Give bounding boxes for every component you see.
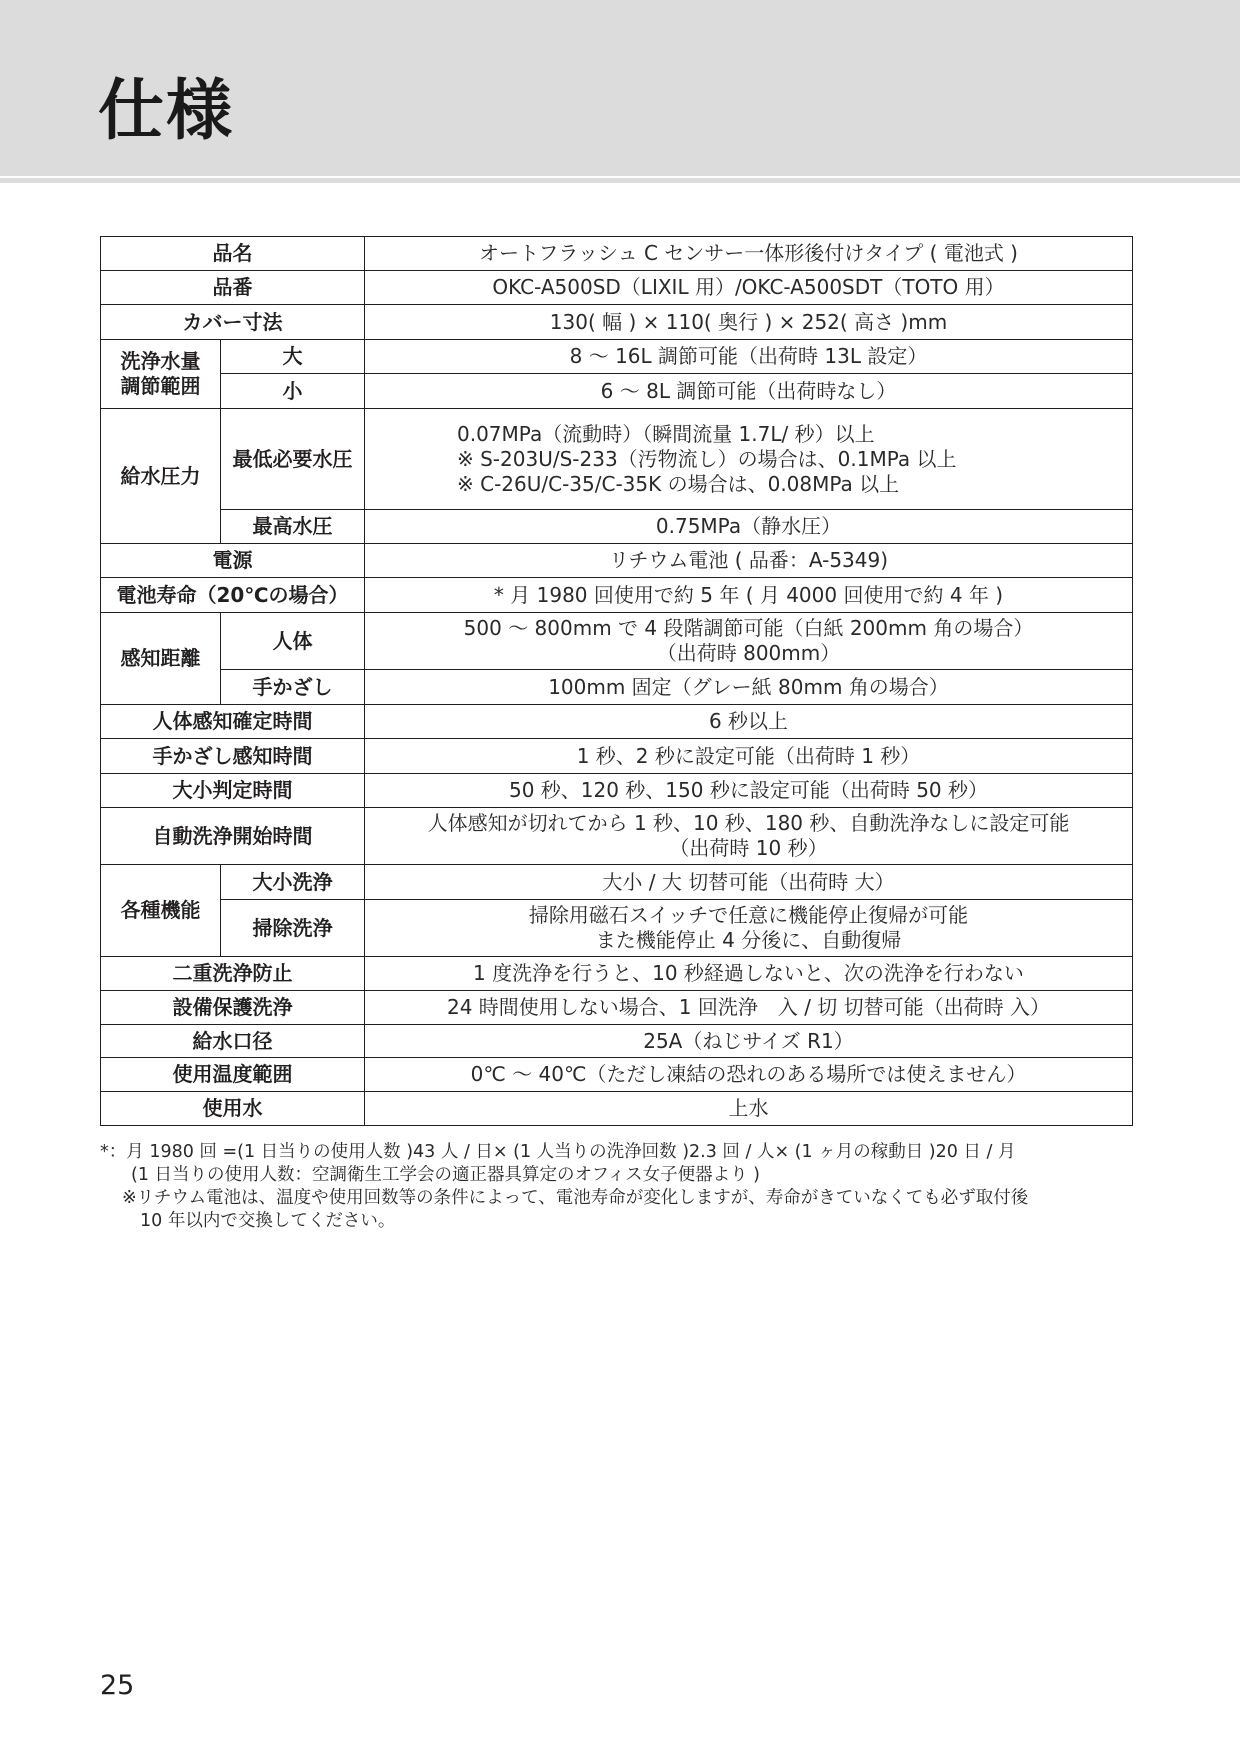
spec-label: 大小判定時間: [101, 774, 365, 808]
table-row: [101, 991, 1133, 1025]
spec-sublabel: 大: [221, 340, 365, 374]
spec-value-line: （出荷時 800mm）: [656, 641, 841, 665]
spec-group-label: 給水圧力: [101, 409, 221, 544]
spec-value-line: 500 ～ 800mm で 4 段階調節可能（白紙 200mm 角の場合）: [463, 616, 1034, 640]
spec-sublabel: 大小洗浄: [221, 865, 365, 900]
table-row: [101, 900, 1133, 957]
spec-value: 24 時間使用しない場合、1 回洗浄 入 / 切 切替可能（出荷時 入）: [365, 991, 1133, 1025]
spec-value: [365, 409, 1133, 510]
spec-value: [365, 613, 1133, 670]
spec-label: 品番: [101, 271, 365, 305]
footnote-line: *：月 1980 回 =(1 日当りの使用人数 )43 人 / 日× (1 人当りの洗浄回数 )2.3 回 / 人× (1 ヶ月の稼動日 )20 日 / 月: [100, 1142, 1016, 1162]
spec-value-line: また機能停止 4 分後に、自動復帰: [595, 928, 902, 952]
spec-sublabel: 人体: [221, 613, 365, 670]
table-row: [101, 1092, 1133, 1126]
table-row: [101, 237, 1133, 271]
spec-label: 使用温度範囲: [101, 1058, 365, 1092]
spec-group-label: 感知距離: [101, 613, 221, 705]
table-row: [101, 409, 1133, 510]
table-row: [101, 705, 1133, 739]
table-row: [101, 957, 1133, 991]
spec-group-label: [101, 340, 221, 409]
spec-value-line: ※ C-26U/C-35/C-35K の場合は、0.08MPa 以上: [457, 471, 900, 496]
table-row: [101, 865, 1133, 900]
table-row: [101, 510, 1133, 544]
spec-label: 二重洗浄防止: [101, 957, 365, 991]
table-row: [101, 305, 1133, 340]
footnote-line: 10 年以内で交換してください。: [140, 1211, 396, 1231]
spec-value: OKC-A500SD（LIXIL 用）/OKC-A500SDT（TOTO 用）: [365, 271, 1133, 305]
spec-value: 130( 幅 ) × 110( 奥行 ) × 252( 高さ )mm: [365, 305, 1133, 340]
spec-label: 使用水: [101, 1092, 365, 1126]
spec-sublabel: 最高水圧: [221, 510, 365, 544]
spec-value: 6 秒以上: [365, 705, 1133, 739]
spec-value: リチウム電池 ( 品番：A-5349): [365, 544, 1133, 578]
table-row: [101, 340, 1133, 374]
spec-label: 手かざし感知時間: [101, 739, 365, 774]
spec-label: 電源: [101, 544, 365, 578]
spec-label: 給水口径: [101, 1025, 365, 1058]
spec-sublabel: 小: [221, 374, 365, 409]
spec-table: [100, 236, 1133, 1126]
spec-value-line: （出荷時 10 秒）: [669, 836, 828, 860]
page-number: 25: [100, 1670, 135, 1701]
table-row: [101, 1058, 1133, 1092]
page-title: 仕様: [98, 72, 234, 149]
table-row: [101, 544, 1133, 578]
spec-sublabel: 最低必要水圧: [221, 409, 365, 510]
footnote-line: ※リチウム電池は、温度や使用回数等の条件によって、電池寿命が変化しますが、寿命がきていなくても必ず取付後: [122, 1188, 1029, 1208]
spec-value: 大小 / 大 切替可能（出荷時 大）: [365, 865, 1133, 900]
spec-value: 0℃ ～ 40℃（ただし凍結の恐れのある場所では使えません）: [365, 1058, 1133, 1092]
spec-value-line: ※ S-203U/S-233（汚物流し）の場合は、0.1MPa 以上: [457, 446, 957, 471]
spec-value: 1 度洗浄を行うと、10 秒経過しないと、次の洗浄を行わない: [365, 957, 1133, 991]
spec-sublabel: 掃除洗浄: [221, 900, 365, 957]
spec-value: 100mm 固定（グレー紙 80mm 角の場合）: [365, 670, 1133, 705]
spec-label: カバー寸法: [101, 305, 365, 340]
table-row: [101, 774, 1133, 808]
spec-value-line: 0.07MPa（流動時）（瞬間流量 1.7L/ 秒）以上: [457, 421, 875, 446]
table-row: [101, 613, 1133, 670]
spec-group-label-line: 洗浄水量: [120, 349, 201, 373]
spec-value-line: 人体感知が切れてから 1 秒、10 秒、180 秒、自動洗浄なしに設定可能: [427, 811, 1070, 835]
spec-value-line: 掃除用磁石スイッチで任意に機能停止復帰が可能: [528, 903, 969, 927]
table-row: [101, 670, 1133, 705]
spec-value: * 月 1980 回使用で約 5 年 ( 月 4000 回使用で約 4 年 ): [365, 578, 1133, 613]
spec-label: 自動洗浄開始時間: [101, 808, 365, 865]
spec-label: 人体感知確定時間: [101, 705, 365, 739]
spec-sublabel: 手かざし: [221, 670, 365, 705]
footnote-line: (1 日当りの使用人数：空調衛生工学会の適正器具算定のオフィス女子便器より ): [131, 1165, 760, 1185]
footnotes: [100, 1141, 1140, 1233]
table-row: [101, 374, 1133, 409]
spec-value: [365, 900, 1133, 957]
spec-label: 品名: [101, 237, 365, 271]
table-row: [101, 578, 1133, 613]
header-rule: [0, 178, 1240, 183]
table-row: [101, 739, 1133, 774]
table-row: [101, 271, 1133, 305]
spec-label: 設備保護洗浄: [101, 991, 365, 1025]
spec-value: 1 秒、2 秒に設定可能（出荷時 1 秒）: [365, 739, 1133, 774]
table-row: [101, 808, 1133, 865]
spec-value: 0.75MPa（静水圧）: [365, 510, 1133, 544]
spec-label: 電池寿命（20℃の場合）: [101, 578, 365, 613]
spec-value: 25A（ねじサイズ R1）: [365, 1025, 1133, 1058]
spec-group-label-line: 調節範囲: [120, 374, 201, 398]
spec-value: 6 ～ 8L 調節可能（出荷時なし）: [365, 374, 1133, 409]
spec-group-label: 各種機能: [101, 865, 221, 957]
spec-value: 8 ～ 16L 調節可能（出荷時 13L 設定）: [365, 340, 1133, 374]
spec-value: 上水: [365, 1092, 1133, 1126]
spec-value: オートフラッシュ C センサー一体形後付けタイプ ( 電池式 ): [365, 237, 1133, 271]
spec-value: [365, 808, 1133, 865]
spec-value: 50 秒、120 秒、150 秒に設定可能（出荷時 50 秒）: [365, 774, 1133, 808]
table-row: [101, 1025, 1133, 1058]
